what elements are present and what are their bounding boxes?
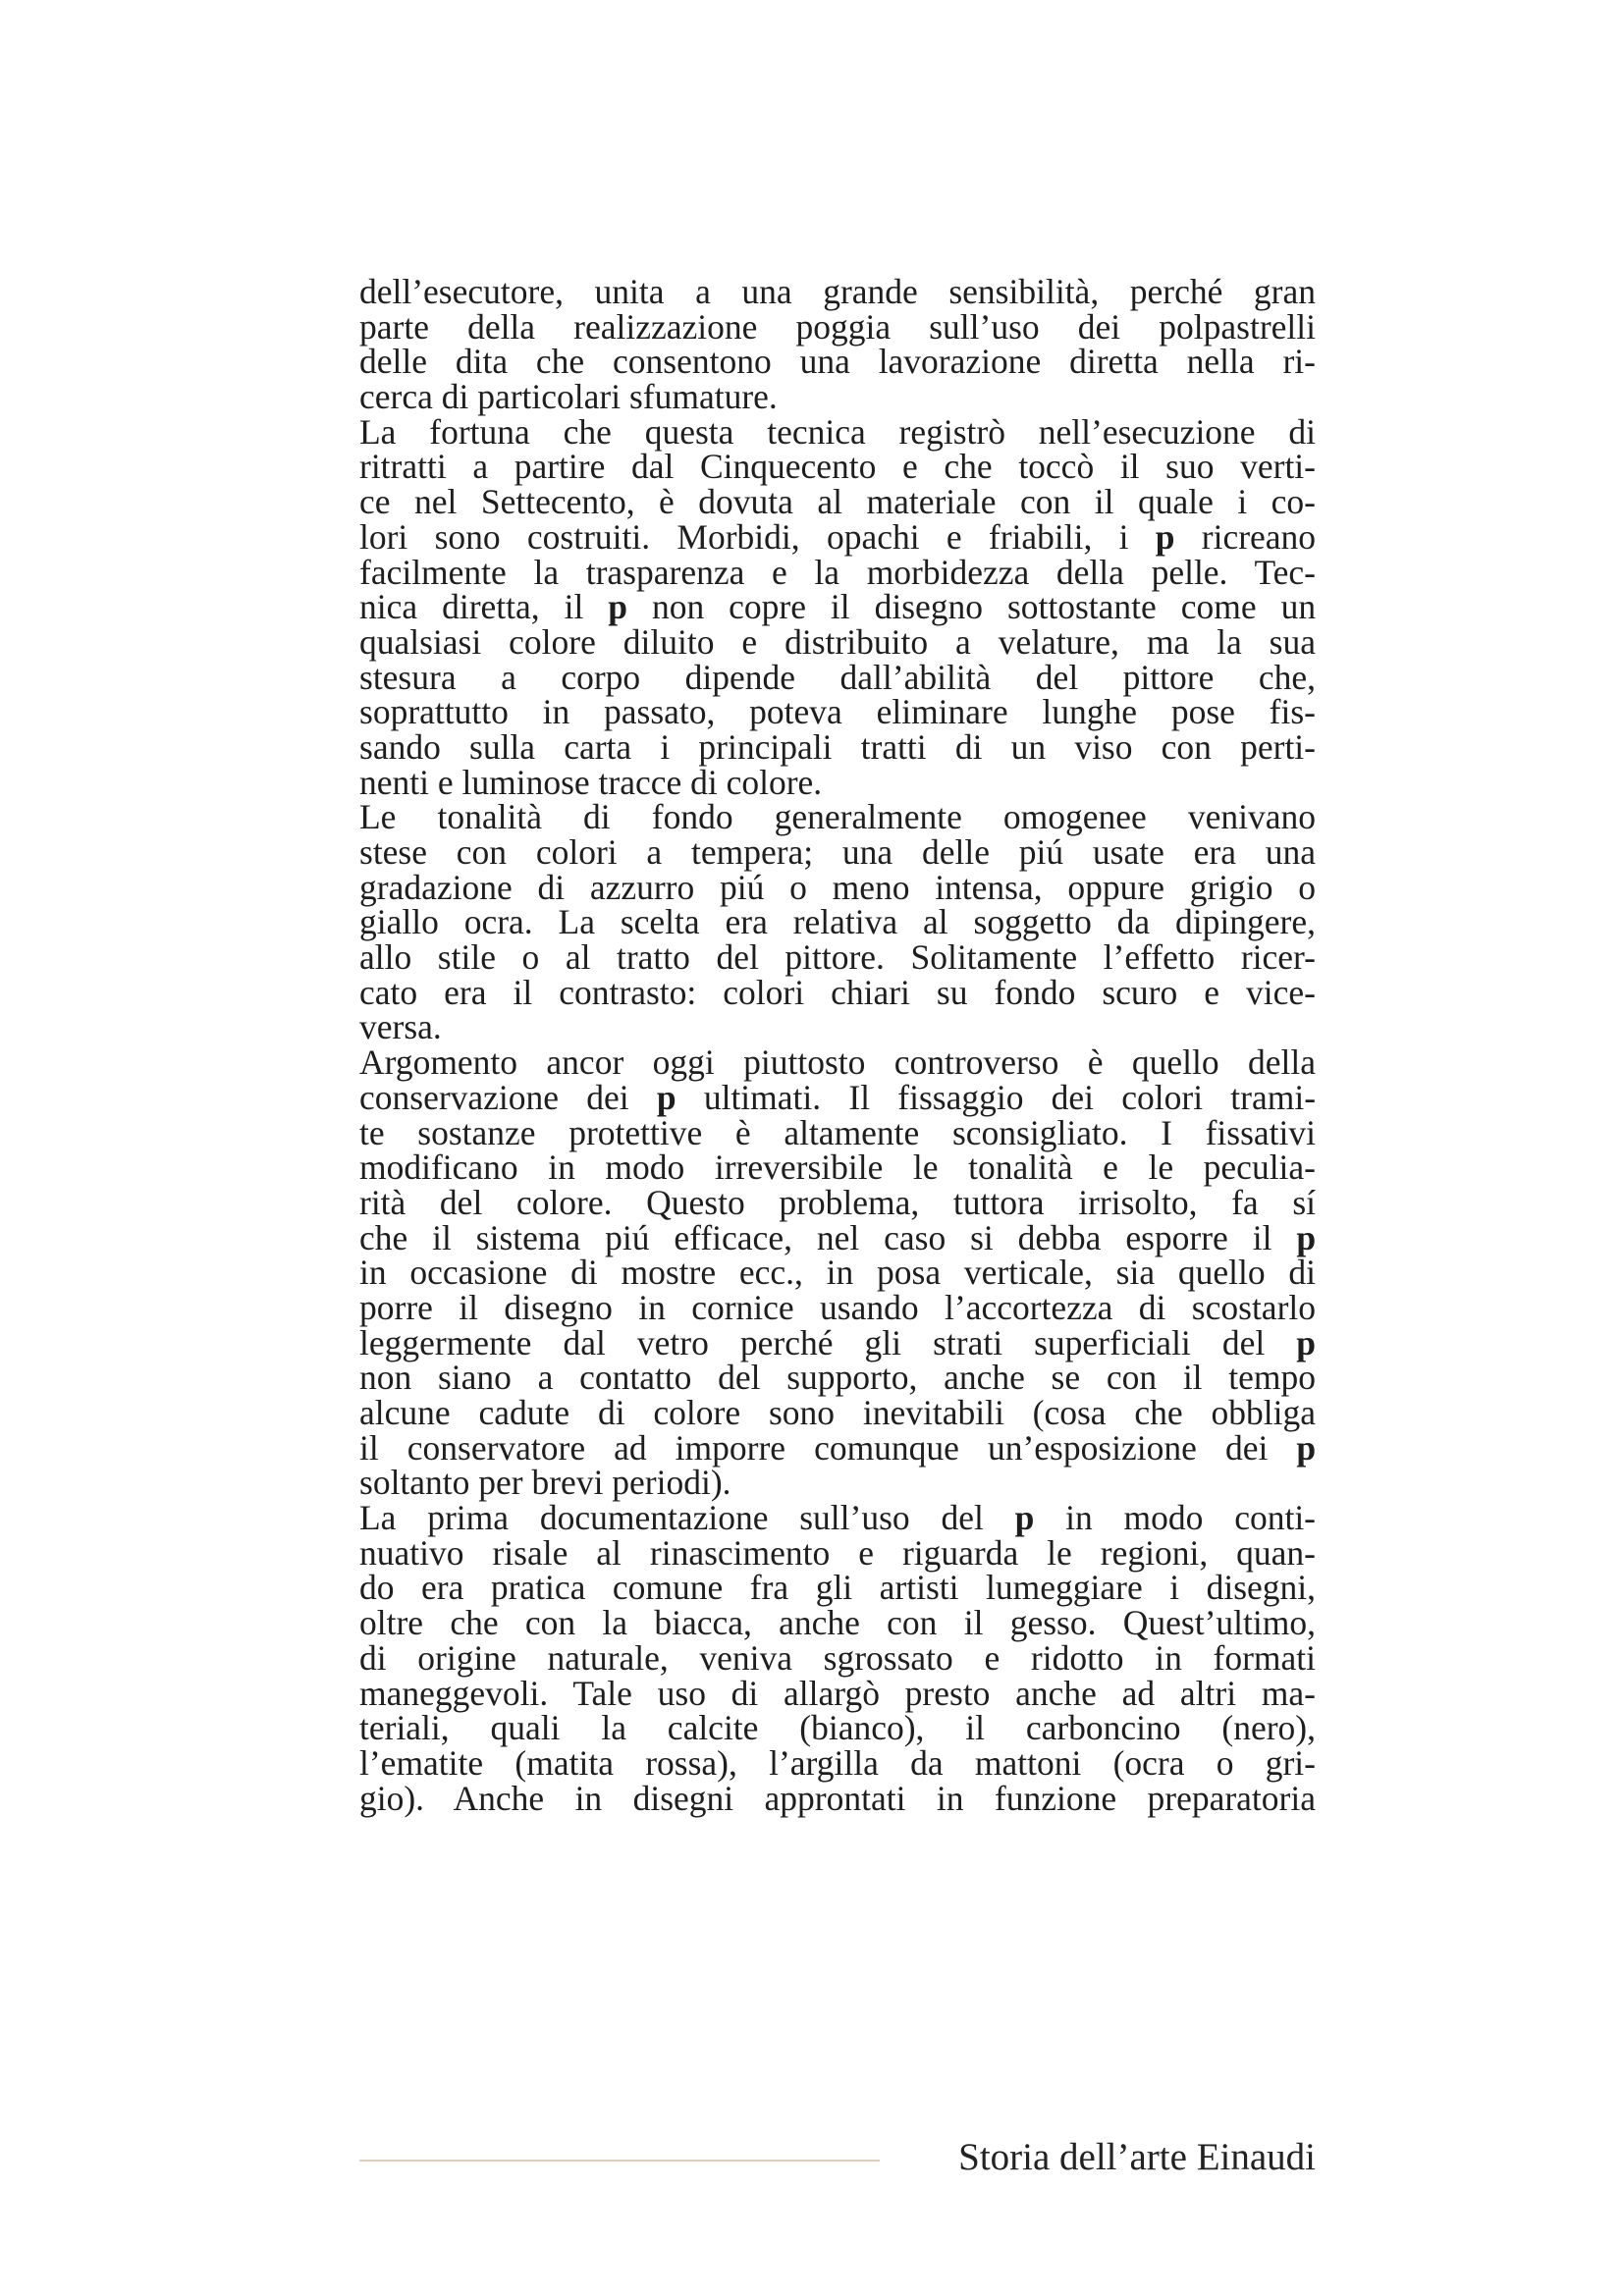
text-line: di origine naturale, veniva sgrossato e ridotto in formati [359, 1637, 1316, 1678]
text-line: te sostanze protettive è altamente sconsigliato. I fissativi [359, 1112, 1316, 1152]
paragraph [359, 1042, 1317, 1503]
text-line: gio). Anche in disegni approntati in funzione preparatoria [359, 1778, 1316, 1818]
text-line: nica diretta, il p non copre il disegno sottostante come un [359, 587, 1317, 627]
text-line: versa. [359, 1007, 442, 1047]
text-line: oltre che con la biacca, anche con il gesso. Quest’ultimo, [359, 1603, 1316, 1643]
text-line: ritratti a partire dal Cinquecento e che toccò il suo verti- [359, 447, 1316, 487]
paragraph [359, 1498, 1317, 1818]
text-line: rità del colore. Questo problema, tuttora irrisolto, fa sí [359, 1182, 1316, 1222]
text-line: sando sulla carta i principali tratti di un viso con perti- [359, 726, 1316, 767]
text-line: ce nel Settecento, è dovuta al materiale con il quale i co- [359, 482, 1316, 522]
text-line: maneggevoli. Tale uso di allargò presto anche ad altri ma- [359, 1673, 1316, 1713]
text-line: allo stile o al tratto del pittore. Solitamente l’effetto ricer- [359, 937, 1316, 978]
text-line: dell’esecutore, unita a una grande sensibilità, perché gran [359, 272, 1316, 311]
text-line: qualsiasi colore diluito e distribuito a velature, ma la sua [359, 621, 1316, 662]
text-line: nenti e luminose tracce di colore. [359, 762, 823, 802]
page-footer [359, 2128, 1316, 2187]
text-line: do era pratica comune fra gli artisti lumeggiare i disegni, [359, 1568, 1316, 1608]
text-line: Argomento ancor oggi piuttosto controverso è quello della [359, 1042, 1316, 1083]
text-line: soprattutto in passato, poteva eliminare lunghe pose fis- [359, 692, 1316, 732]
text-line: che il sistema piú efficace, nel caso si debba esporre il p [359, 1217, 1317, 1257]
text-line: lori sono costruiti. Morbidi, opachi e friabili, i p ricreano [359, 516, 1317, 557]
text-line: facilmente la trasparenza e la morbidezza della pelle. Tec- [359, 552, 1316, 592]
text-line: porre il disegno in cornice usando l’accortezza di scostarlo [359, 1287, 1316, 1327]
text-line: teriali, quali la calcite (bianco), il carboncino (nero), [359, 1708, 1316, 1748]
footer-rule [359, 2160, 880, 2162]
text-line: stesura a corpo dipende dall’abilità del pittore che, [359, 657, 1316, 697]
text-line: nuativo risale al rinascimento e riguarda le regioni, quan- [359, 1532, 1316, 1573]
text-line: Le tonalità di fondo generalmente omogenee venivano [359, 797, 1316, 837]
text-line: il conservatore ad imporre comunque un’esposizione dei p [359, 1427, 1317, 1468]
text-line: l’ematite (matita rossa), l’argilla da mattoni (ocra o gri- [359, 1742, 1316, 1783]
text-line: La prima documentazione sull’uso del p in modo conti- [359, 1498, 1317, 1538]
text-line: stese con colori a tempera; una delle piú usate era una [359, 832, 1316, 872]
text-line: cerca di particolari sfumature. [359, 377, 778, 417]
body-text [359, 272, 1317, 1818]
text-line: cato era il contrasto: colori chiari su fondo scuro e vice- [359, 972, 1316, 1012]
text-line: delle dita che consentono una lavorazione diretta nella ri- [359, 342, 1316, 382]
text-line: modificano in modo irreversibile le tonalità e le peculia- [359, 1148, 1316, 1188]
text-line: in occasione di mostre ecc., in posa verticale, sia quello di [359, 1253, 1316, 1293]
text-line: non siano a contatto del supporto, anche se con il tempo [359, 1358, 1316, 1398]
footer-title: Storia dell’arte Einaudi [958, 2136, 1316, 2178]
paragraph [359, 797, 1316, 1047]
text-line: giallo ocra. La scelta era relativa al soggetto da dipingere, [359, 902, 1316, 942]
paragraph [359, 272, 1316, 417]
text-line: soltanto per brevi periodi). [359, 1463, 731, 1503]
paragraph [359, 411, 1317, 802]
text-line: La fortuna che questa tecnica registrò nell’esecuzione di [359, 411, 1316, 452]
text-line: gradazione di azzurro piú o meno intensa, oppure grigio o [359, 867, 1316, 907]
text-line: parte della realizzazione poggia sull’uso dei polpastrelli [359, 306, 1316, 347]
text-line: alcune cadute di colore sono inevitabili (cosa che obbliga [359, 1393, 1316, 1432]
text-line: conservazione dei p ultimati. Il fissaggio dei colori trami- [359, 1077, 1317, 1117]
text-line: leggermente dal vetro perché gli strati superficiali del p [359, 1322, 1317, 1362]
